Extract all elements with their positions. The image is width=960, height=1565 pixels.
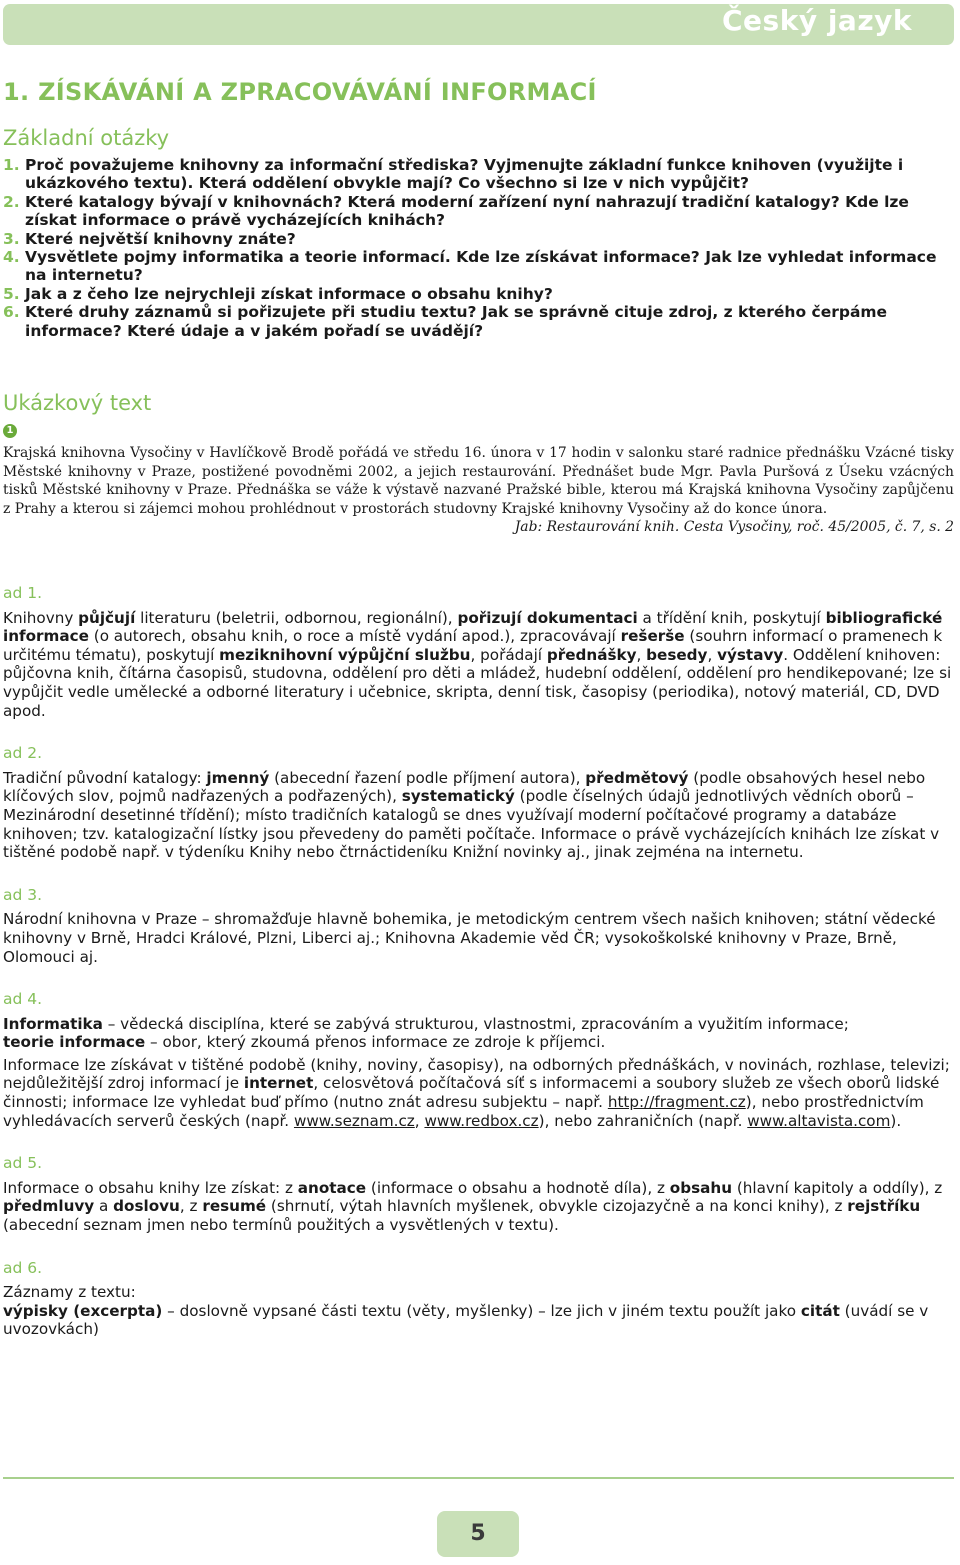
bold-term: předmětový <box>585 768 689 787</box>
text-run: – obor, který zkoumá přenos informace ze zdroje k příjemci. <box>145 1033 606 1052</box>
answer-3 <box>3 886 954 966</box>
answer-1 <box>3 584 954 720</box>
sample-source: Jab: Restaurování knih. Cesta Vysočiny, roč. 45/2005, č. 7, s. 2 <box>514 519 954 536</box>
text-run: (shrnutí, výtah hlavních myšlenek, obvykle cizojazyčně a na konci knihy), z <box>266 1197 848 1216</box>
bold-term: besedy <box>646 645 708 664</box>
link-seznam[interactable]: www.seznam.cz <box>293 1111 415 1130</box>
link-altavista[interactable]: www.altavista.com <box>747 1111 891 1130</box>
question-item <box>3 156 953 193</box>
question-item <box>3 285 953 303</box>
answer-heading: ad 1. <box>3 584 43 602</box>
text-run: a <box>94 1197 114 1216</box>
text-run: (souhrn informací o pramenech k určitému tématu), poskytují <box>3 627 943 664</box>
bold-term: teorie informace <box>3 1033 146 1052</box>
chapter-title: 1. ZÍSKÁVÁNÍ A ZPRACOVÁVÁNÍ INFORMACÍ <box>3 78 597 106</box>
text-run: (podle číselných údajů jednotlivých vědních oborů – Mezinárodní desetinné třídění); místo tradičních katalogů se dnes využívají moderní počítačové programy a databáze knihoven; tzv. katalogizační lístky jsou převedeny do paměti počítače. Informace o právě vycházejících knihách lze získat v tištěné podobě např. v týdeníku Knihy nebo čtrnáctideníku Knižní novinky aj., jinak zejména na internetu. <box>3 787 940 862</box>
answer-4 <box>3 990 954 1130</box>
bold-term: výpisky (excerpta) <box>3 1301 163 1320</box>
question-text: Které největší knihovny znáte? <box>25 229 296 248</box>
bold-term: pořizují dokumentaci <box>457 608 638 627</box>
bold-term: rejstříku <box>847 1197 921 1216</box>
bold-term: internet <box>243 1074 314 1093</box>
question-number: 5. <box>3 284 20 303</box>
answer-text: Národní knihovna v Praze – shromažďuje hlavně bohemika, je metodickým centrem všech našich knihoven; státní vědecké knihovny v Brně, Hradci Králové, Plzni, Liberci aj.; Knihovna Akademie věd ČR; vysokoškolské knihovny v Praze, Brně, Olomouci aj. <box>3 910 936 966</box>
answer-text <box>3 1179 954 1235</box>
question-text: Které druhy záznamů si pořizujete při studiu textu? Jak se správně cituje zdroj, z kterého čerpáme informace? Které údaje a v jakém pořadí se uvádějí? <box>25 303 888 340</box>
answer-text: Záznamy z textu: <box>3 1283 136 1302</box>
text-run: (abecední seznam jmen nebo termínů použitých a vysvětlených v textu). <box>3 1216 559 1235</box>
bold-term: půjčují <box>78 608 136 627</box>
text-run: . Oddělení knihoven: půjčovna knih, čítárna časopisů, studovna, oddělení pro děti a mládež, hudební oddělení, oddělení pro hendikepované; lze si vypůjčit vedle umělecké a odborné literatury i učebnice, skripta, denní tisk, časopisy (periodika), notový materiál, CD, DVD apod. <box>3 645 952 720</box>
answer-text <box>3 1015 954 1052</box>
answer-2 <box>3 744 954 862</box>
bold-term: rešerše <box>620 627 685 646</box>
answer-heading: ad 4. <box>3 990 43 1009</box>
answer-text <box>3 1302 954 1339</box>
text-run: ). <box>890 1111 902 1130</box>
answer-text <box>3 769 954 862</box>
text-run: (podle obsahových hesel nebo klíčových slov, pojmů nadřazených a podřazených), <box>3 768 926 806</box>
text-run: Informace lze získávat v tištěné podobě (knihy, noviny, časopisy), na odborných přednáškách, v novinách, rozhlase, televizi; nejdůležitější zdroj informací je <box>3 1055 950 1093</box>
question-number: 4. <box>3 248 20 267</box>
answer-heading: ad 6. <box>3 1258 43 1277</box>
question-text: Jak a z čeho lze nejrychleji získat informace o obsahu knihy? <box>25 284 553 303</box>
text-run: , <box>636 645 647 664</box>
bold-term: obsahu <box>669 1178 733 1197</box>
answer-6 <box>3 1259 954 1339</box>
bold-term: meziknihovní výpůjční službu <box>219 645 471 664</box>
text-run: ), nebo prostřednictvím vyhledávacích serverů českých (např. <box>3 1093 924 1130</box>
text-run: Tradiční původní katalogy: <box>3 768 207 787</box>
sample-heading: Ukázkový text <box>3 391 152 415</box>
answer-heading: ad 5. <box>3 1154 43 1173</box>
question-number: 1. <box>3 156 20 174</box>
text-run: , celosvětová počítačová síť s informacemi a soubory služeb ze všech oborů lidské činnosti; informace lze vyhledat buď přímo (nutno znát adresu subjektu – např. <box>3 1074 940 1112</box>
bold-term: jmenný <box>206 768 270 787</box>
question-item <box>3 230 953 248</box>
text-run: , z <box>179 1197 203 1216</box>
answer-heading: ad 2. <box>3 744 43 763</box>
text-run: (informace o obsahu a hodnotě díla), z <box>366 1178 670 1197</box>
question-number: 6. <box>3 303 20 322</box>
question-text: Které katalogy bývají v knihovnách? Která moderní zařízení nyní nahrazují tradiční katalogy? Kde lze získat informace o právě vycházejících knihách? <box>25 192 909 230</box>
text-run: – vědecká disciplína, které se zabývá strukturou, vlastnostmi, zpracováním a využitím informace; <box>102 1014 849 1033</box>
question-text: Vysvětlete pojmy informatika a teorie informací. Kde lze získávat informace? Jak lze vyhledat informace na internetu? <box>25 248 937 285</box>
text-run: (uvádí se v uvozovkách) <box>3 1301 929 1339</box>
question-number: 2. <box>3 192 20 211</box>
text-run: literaturu (beletrii, odbornou, regionální), <box>135 608 458 627</box>
bold-term: bibliografické informace <box>3 608 943 646</box>
bold-term: systematický <box>401 787 515 806</box>
bold-term: Informatika <box>3 1014 103 1033</box>
link-fragment[interactable]: http://fragment.cz <box>607 1093 746 1112</box>
text-run: (o autorech, obsahu knih, o roce a místě vydání apod.), zpracovávají <box>88 627 621 646</box>
bold-term: citát <box>800 1301 840 1320</box>
bold-term: předmluvy <box>3 1197 95 1216</box>
question-item <box>3 193 953 230</box>
bold-term: resumé <box>202 1197 267 1216</box>
text-run: – doslovně vypsané části textu (věty, myšlenky) – lze jich v jiném textu použít jako <box>162 1301 801 1320</box>
text-run: (abecední řazení podle příjmení autora), <box>269 768 586 787</box>
answer-text <box>3 1056 954 1130</box>
text-run: , <box>414 1111 425 1130</box>
text-run: (hlavní kapitoly a oddíly), z <box>732 1178 943 1197</box>
text-run: a třídění knih, poskytují <box>637 608 826 627</box>
sample-paragraph: Krajská knihovna Vysočiny v Havlíčkově Brodě pořádá ve středu 16. února v 17 hodin v salonku staré radnice přednášku Vzácné tisky Městské knihovny v Praze, postižené povodněmi 2002, a jejich restaurování. Přednášet bude Mgr. Pavla Puršová z Úseku vzácných tisků Městské knihovny v Praze. Přednáška se váže k výstavě nazvané Pražské bible, kterou má Krajská knihovna Vysočiny zapůjčenu z Prahy a kterou si zájemci mohou prohlédnout v prostorách studovny Krajské knihovny Vysočiny až do konce února. <box>3 445 954 517</box>
answer-heading: ad 3. <box>3 885 43 904</box>
bold-term: výstavy <box>717 645 784 664</box>
questions-heading: Základní otázky <box>3 126 170 150</box>
text-run: Knihovny <box>3 608 79 627</box>
footer-divider <box>3 1477 954 1479</box>
bold-term: anotace <box>297 1178 367 1197</box>
bold-term: přednášky <box>546 645 637 664</box>
text-run: Informace o obsahu knihy lze získat: z <box>3 1178 298 1197</box>
answer-text <box>3 609 954 721</box>
questions-list <box>3 156 953 340</box>
question-text: Proč považujeme knihovny za informační střediska? Vyjmenujte základní funkce knihoven (využijte i ukázkového textu). Která oddělení obvykle mají? Co všechno si lze v nich vypůjčit? <box>25 156 904 193</box>
page-number: 5 <box>437 1511 519 1557</box>
text-run: , pořádají <box>470 645 547 664</box>
question-item <box>3 303 953 340</box>
question-number: 3. <box>3 229 20 248</box>
subject-title: Český jazyk <box>722 4 912 37</box>
text-run: , <box>707 645 718 664</box>
sample-text-block <box>3 444 954 537</box>
number-one-icon: 1 <box>3 424 17 438</box>
answer-5 <box>3 1154 954 1234</box>
bold-term: doslovu <box>113 1197 180 1216</box>
answers-section <box>3 584 954 1363</box>
text-run: ), nebo zahraničních (např. <box>538 1111 748 1130</box>
link-redbox[interactable]: www.redbox.cz <box>424 1111 539 1130</box>
question-item <box>3 248 953 285</box>
